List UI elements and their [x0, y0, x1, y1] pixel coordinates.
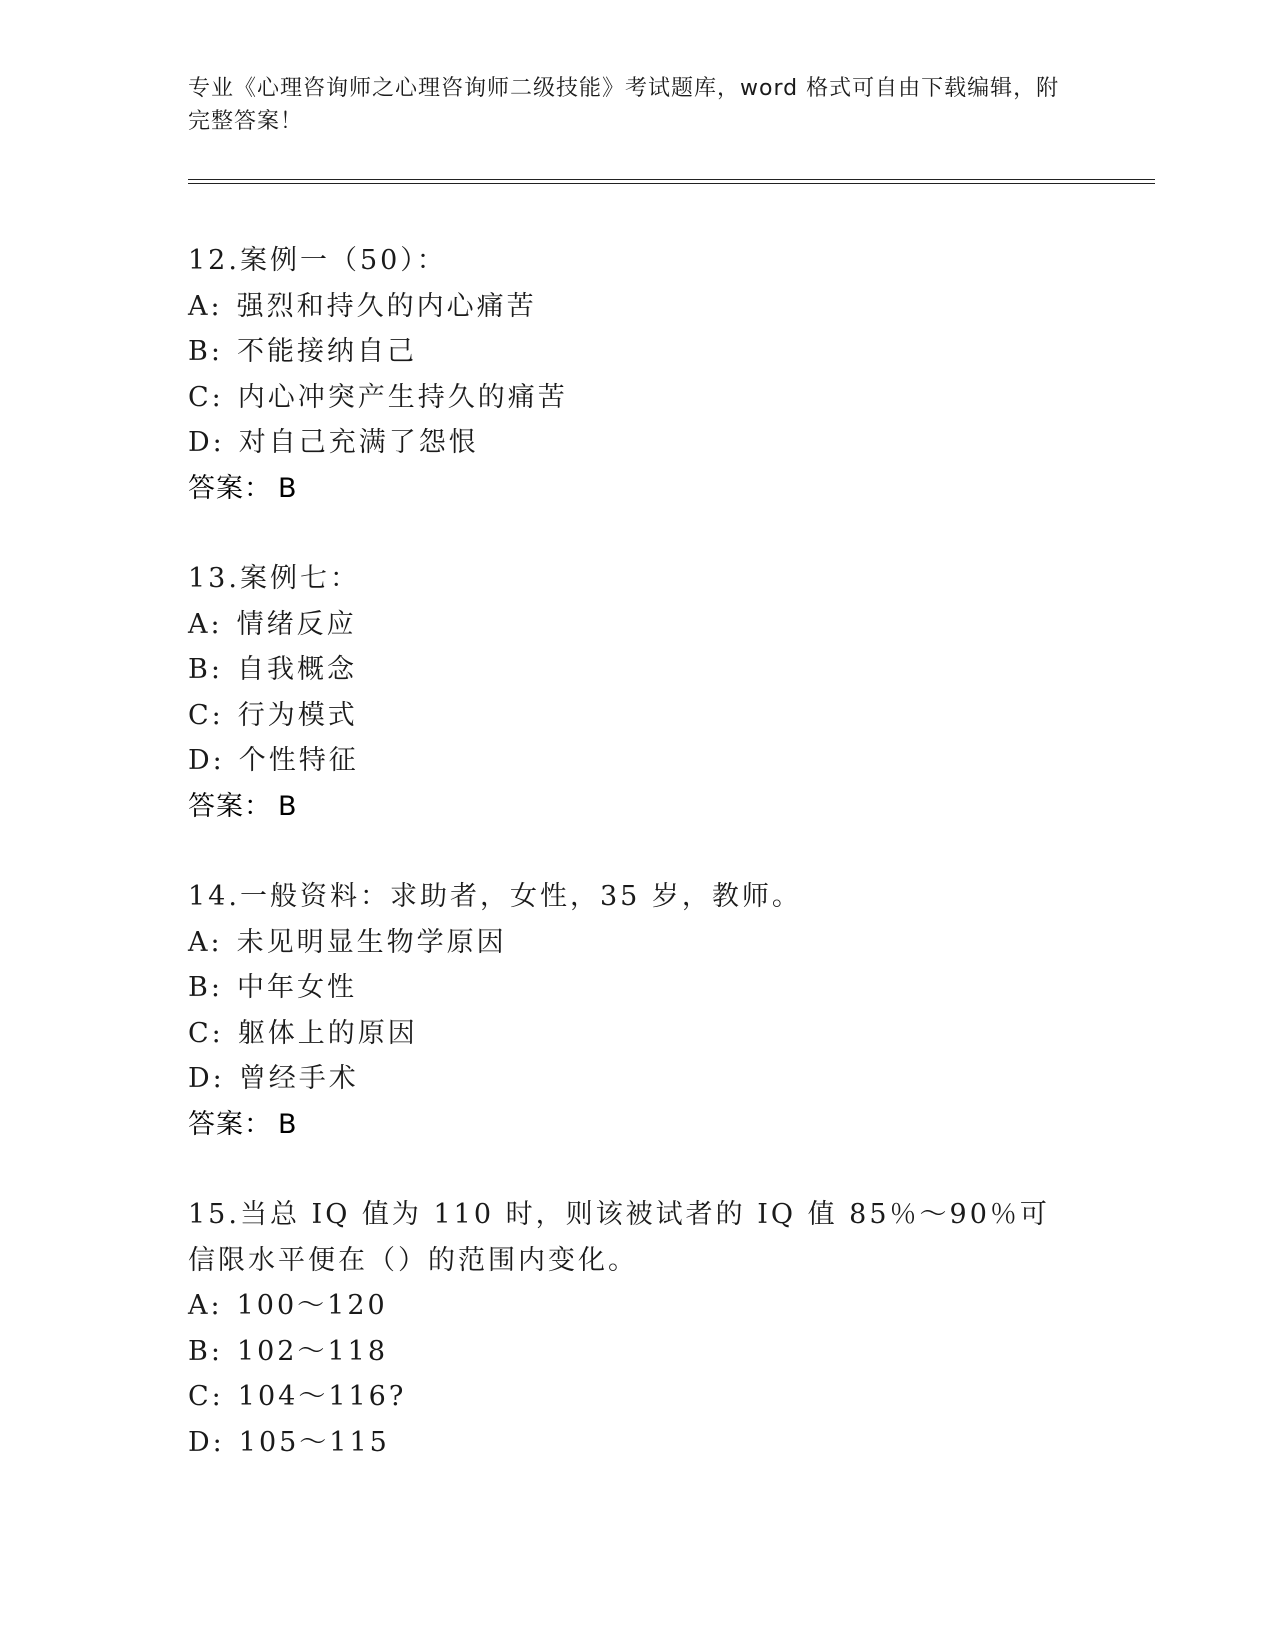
- option-separator: :: [210, 926, 223, 958]
- option-letter: C: [188, 699, 212, 731]
- option-separator: :: [210, 608, 223, 640]
- option-b: [188, 329, 1088, 375]
- option-text: 强烈和持久的内心痛苦: [236, 290, 537, 322]
- option-d: [188, 1056, 1088, 1102]
- answer-label: 答案：: [188, 790, 272, 822]
- answer-label: 答案：: [188, 1108, 272, 1140]
- option-separator: :: [211, 699, 224, 731]
- question-number: 12.: [188, 245, 240, 276]
- answer-value: B: [278, 472, 298, 504]
- option-letter: B: [188, 972, 211, 1003]
- option-text: 105～115: [238, 1426, 390, 1458]
- question-stem: [188, 238, 1068, 284]
- option-separator: :: [212, 745, 225, 776]
- header-double-rule: [188, 179, 1155, 184]
- answer-value: B: [278, 1108, 298, 1140]
- answer-line: [188, 1102, 1088, 1148]
- option-a: [188, 602, 1088, 648]
- option-separator: :: [210, 1335, 223, 1367]
- option-separator: :: [210, 336, 223, 367]
- question-stem: [188, 556, 1068, 602]
- question-12: [188, 238, 1088, 511]
- option-text: 对自己充满了怨恨: [238, 427, 479, 458]
- option-letter: C: [188, 1381, 212, 1412]
- answer-label: 答案：: [188, 472, 272, 504]
- option-a: [188, 920, 1088, 966]
- option-letter: D: [188, 1063, 213, 1094]
- option-a: [188, 284, 1088, 330]
- option-separator: :: [212, 1063, 225, 1094]
- option-c: [188, 693, 1088, 739]
- answer-line: [188, 466, 1088, 512]
- option-separator: :: [212, 1426, 225, 1458]
- option-text: 未见明显生物学原因: [236, 926, 507, 958]
- option-text: 内心冲突产生持久的痛苦: [237, 381, 568, 413]
- option-b: [188, 647, 1088, 693]
- option-separator: :: [211, 1381, 224, 1412]
- question-number: 13.: [188, 563, 240, 594]
- question-15: [188, 1192, 1088, 1465]
- option-d: [188, 420, 1088, 466]
- option-b: [188, 965, 1088, 1011]
- option-separator: :: [210, 972, 223, 1003]
- option-letter: B: [188, 1335, 211, 1367]
- question-text: 一般资料：求助者，女性，35 岁，教师。: [239, 881, 802, 912]
- option-c: [188, 1011, 1088, 1057]
- option-letter: C: [188, 381, 212, 413]
- question-text: 案例七：: [239, 563, 360, 594]
- question-stem: [188, 874, 1068, 920]
- option-text: 102～118: [236, 1335, 389, 1367]
- option-text: 中年女性: [236, 972, 357, 1003]
- question-list: [188, 238, 1088, 1510]
- answer-line: [188, 784, 1088, 830]
- option-letter: A: [188, 608, 211, 640]
- option-text: 曾经手术: [238, 1063, 359, 1094]
- option-separator: :: [210, 290, 223, 322]
- option-text: 104～116?: [237, 1381, 407, 1412]
- question-number: 14.: [188, 881, 240, 912]
- option-letter: B: [188, 654, 211, 685]
- option-text: 行为模式: [237, 699, 358, 731]
- question-text: 案例一（50）：: [239, 245, 447, 276]
- option-a: [188, 1283, 1088, 1329]
- option-letter: A: [188, 926, 211, 958]
- option-text: 100～120: [236, 1290, 388, 1321]
- option-letter: A: [188, 290, 211, 322]
- option-text: 不能接纳自己: [236, 336, 417, 367]
- question-14: [188, 874, 1088, 1147]
- question-number: 15.: [188, 1199, 240, 1230]
- option-c: [188, 375, 1088, 421]
- question-13: [188, 556, 1088, 829]
- option-d: [188, 738, 1088, 784]
- option-text: 躯体上的原因: [237, 1017, 418, 1049]
- option-letter: A: [188, 1290, 211, 1321]
- option-letter: D: [188, 427, 213, 458]
- question-stem: [188, 1192, 1068, 1283]
- option-letter: C: [188, 1017, 212, 1049]
- option-b: [188, 1329, 1088, 1375]
- option-letter: B: [188, 336, 211, 367]
- option-letter: D: [188, 745, 213, 776]
- option-separator: :: [212, 427, 225, 458]
- option-separator: :: [211, 381, 224, 413]
- option-text: 个性特征: [238, 745, 359, 776]
- option-separator: :: [210, 1290, 223, 1321]
- option-letter: D: [188, 1426, 213, 1458]
- option-text: 自我概念: [236, 654, 357, 685]
- option-separator: :: [210, 654, 223, 685]
- document-header: 专业《心理咨询师之心理咨询师二级技能》考试题库，word 格式可自由下载编辑，附完整答案！: [188, 76, 1060, 134]
- option-text: 情绪反应: [236, 608, 357, 640]
- option-separator: :: [211, 1017, 224, 1049]
- question-text: 当总 IQ 值为 110 时，则该被试者的 IQ 值 85％～90％可信限水平便在（）的范围内变化。: [188, 1199, 1050, 1276]
- option-c: [188, 1374, 1088, 1420]
- answer-value: B: [278, 790, 298, 822]
- option-d: [188, 1420, 1088, 1466]
